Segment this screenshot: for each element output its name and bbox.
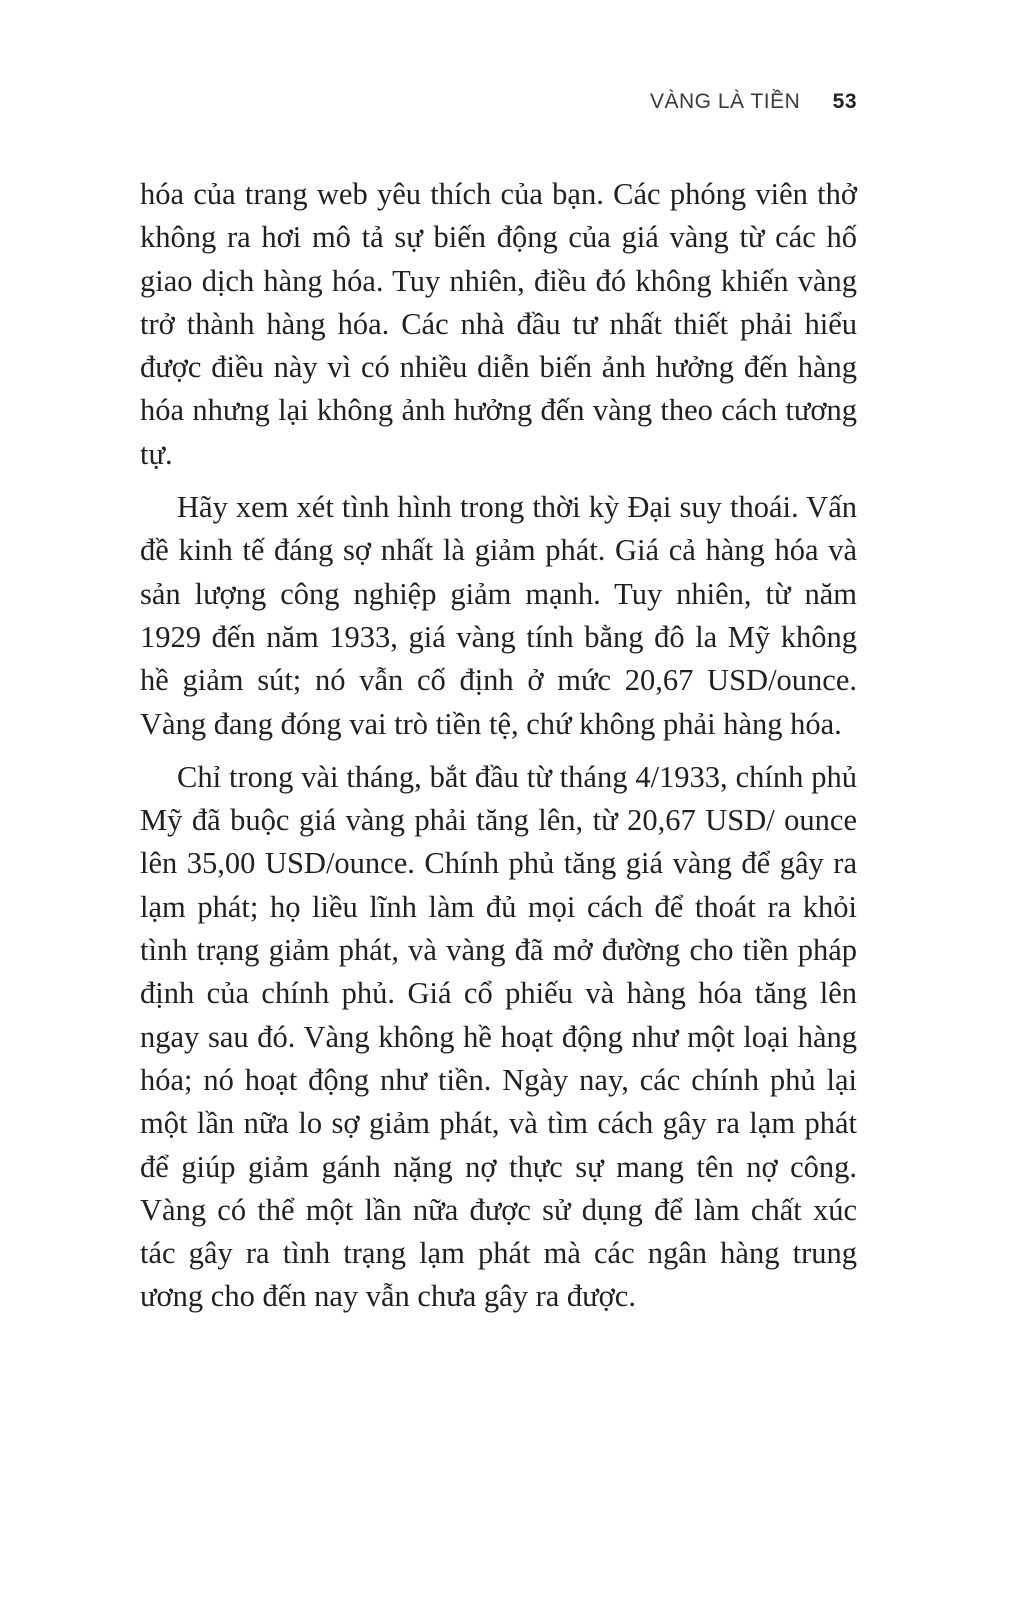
paragraph-1: hóa của trang web yêu thích của bạn. Các phóng viên thở không ra hơi mô tả sự biến động của giá vàng từ các hố giao dịch hàng hóa. Tuy nhiên, điều đó không khiến vàng trở thành hàng hóa. Các nhà đầu tư nhất thiết phải hiểu được điều này vì có nhiều diễn biến ảnh hưởng đến hàng hóa nhưng lại không ảnh hưởng đến vàng theo cách tương tự. <box>140 177 857 471</box>
body-text <box>140 173 857 1319</box>
paragraph-2: Hãy xem xét tình hình trong thời kỳ Đại suy thoái. Vấn đề kinh tế đáng sợ nhất là giảm phát. Giá cả hàng hóa và sản lượng công nghiệp giảm mạnh. Tuy nhiên, từ năm 1929 đến năm 1933, giá vàng tính bằng đô la Mỹ không hề giảm sút; nó vẫn cố định ở mức 20,67 USD/ounce. Vàng đang đóng vai trò tiền tệ, chứ không phải hàng hóa. <box>140 490 857 741</box>
running-header <box>140 90 857 114</box>
page-number: 53 <box>832 90 857 113</box>
paragraph-3: Chỉ trong vài tháng, bắt đầu từ tháng 4/1933, chính phủ Mỹ đã buộc giá vàng phải tăng lên, từ 20,67 USD/ ounce lên 35,00 USD/ounce. Chính phủ tăng giá vàng để gây ra lạm phát; họ liều lĩnh làm đủ mọi cách để thoát ra khỏi tình trạng giảm phát, và vàng đã mở đường cho tiền pháp định của chính phủ. Giá cổ phiếu và hàng hóa tăng lên ngay sau đó. Vàng không hề hoạt động như một loại hàng hóa; nó hoạt động như tiền. Ngày nay, các chính phủ lại một lần nữa lo sợ giảm phát, và tìm cách gây ra lạm phát để giúp giảm gánh nặng nợ thực sự mang tên nợ công. Vàng có thể một lần nữa được sử dụng để làm chất xúc tác gây ra tình trạng lạm phát mà các ngân hàng trung ương cho đến nay vẫn chưa gây ra được. <box>140 759 857 1314</box>
running-title: VÀNG LÀ TIỀN <box>649 90 801 113</box>
